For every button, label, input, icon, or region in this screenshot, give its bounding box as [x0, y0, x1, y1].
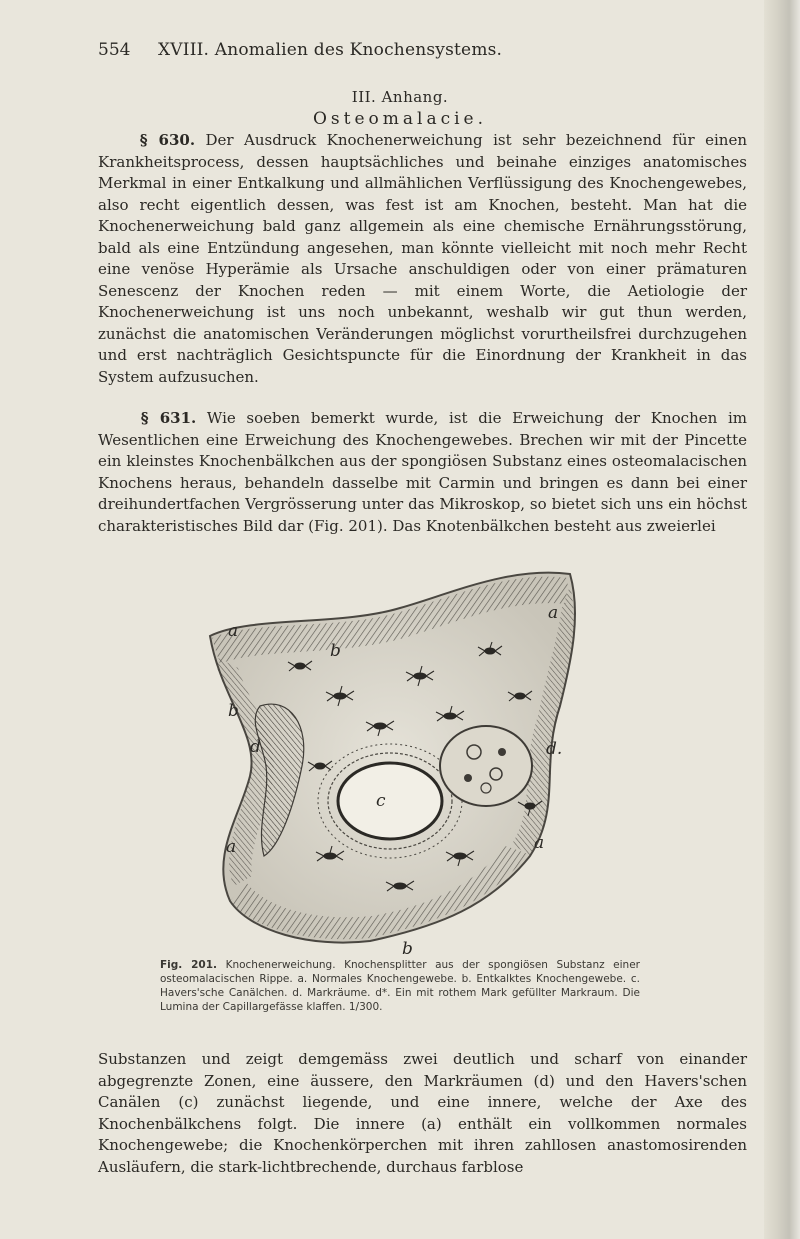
label-a: a [226, 837, 237, 857]
histology-drawing [190, 556, 590, 956]
label-a: a [548, 603, 559, 623]
label-a: a [228, 621, 239, 641]
page-header [98, 40, 738, 64]
paragraph-631 [98, 408, 747, 537]
paragraph-text: Substanzen und zeigt demgemäss zwei deutlich und scharf von einander abgegrenzte Zonen, eine äussere, den Markräumen (d) und den Havers'schen Canälen (c) zunächst liegende, und eine innere, welche der Axe des Knochenbälkchens folgt. Die innere (a) enthält ein vollkommen normales Knochengewebe; die Knochenkörperchen mit ihren zahllosen anastomosirenden Ausläufern, die stark-lichtbrechende, durchaus farblose [98, 1050, 747, 1176]
caption-figure-number: Fig. 201. [160, 959, 218, 971]
running-title: XVIII. Anomalien des Knochensystems. [158, 40, 503, 60]
page-number: 554 [98, 40, 131, 60]
figure-201-micrograph [190, 556, 590, 956]
section-number: § 630. [139, 131, 196, 149]
section-label: III. Anhang. [351, 88, 449, 106]
marrow-space [440, 726, 532, 806]
label-a: a [534, 833, 545, 853]
label-d: d [250, 737, 261, 757]
label-b: b [330, 641, 341, 661]
paragraph-text: Wie soeben bemerkt wurde, ist die Erweichung der Knochen im Wesentlichen eine Erweichung des Knochengewebes. Brechen wir mit der Pincette ein kleinstes Knochenbälkchen aus der spongiösen Substanz eines osteomalacischen Knochens heraus, behandeln dasselbe mit Carmin und bringen es dann bei einer dreihundertfachen Vergrösserung unter das Mikroskop, so bietet sich uns ein höchst charakteristisches Bild dar (Fig. 201). Das Knotenbälkchen besteht aus zweierlei [98, 409, 747, 535]
caption-text: Knochenerweichung. Knochensplitter aus der spongiösen Substanz einer osteomalacischen Rippe. a. Normales Knochengewebe. b. Entkalktes Knochengewebe. c. Havers'sche Canälchen. d. Markräume. d*. Ein mit rothem Mark gefüllter Markraum. Die Lumina der Capillargefässe klaffen. 1/300. [160, 959, 640, 1013]
paragraph-630 [98, 130, 747, 388]
figure-caption [160, 958, 640, 1014]
label-b: b [402, 939, 413, 956]
paragraph-text: Der Ausdruck Knochenerweichung ist sehr bezeichnend für einen Krankheitsprocess, dessen hauptsächliches und beinahe einziges anatomisches Merkmal in einer Entkalkung und allmählichen Verflüssigung des Knochengewebes, also recht eigentlich dessen, was fest ist am Knochen, besteht. Man hat die Knochenerweichung bald ganz allgemein als eine chemische Ernährungsstörung, bald als eine Entzündung angesehen, man könnte vielleicht mit noch mehr Recht eine venöse Hyperämie als Ursache anschuldigen oder von einer prämaturen Senescenz der Knochen reden — mit einem Worte, die Aetiologie der Knochenerweichung ist uns noch unbekannt, weshalb wir gut thun werden, zunächst die anatomischen Veränderungen möglichst vorurtheilsfrei durchzugehen und erst nachträglich Gesichtspuncte für die Einordnung der Krankheit in das System aufzusuchen. [98, 131, 747, 386]
label-b: b [228, 701, 239, 721]
section-title: Osteomalacie. [312, 109, 488, 129]
haversian-canal [338, 763, 442, 839]
paragraph-631-continued [98, 1049, 747, 1178]
page-edge-shadow [764, 0, 800, 1239]
label-c: c [376, 791, 386, 811]
label-d-star: d. [546, 739, 563, 759]
section-number: § 631. [140, 409, 197, 427]
